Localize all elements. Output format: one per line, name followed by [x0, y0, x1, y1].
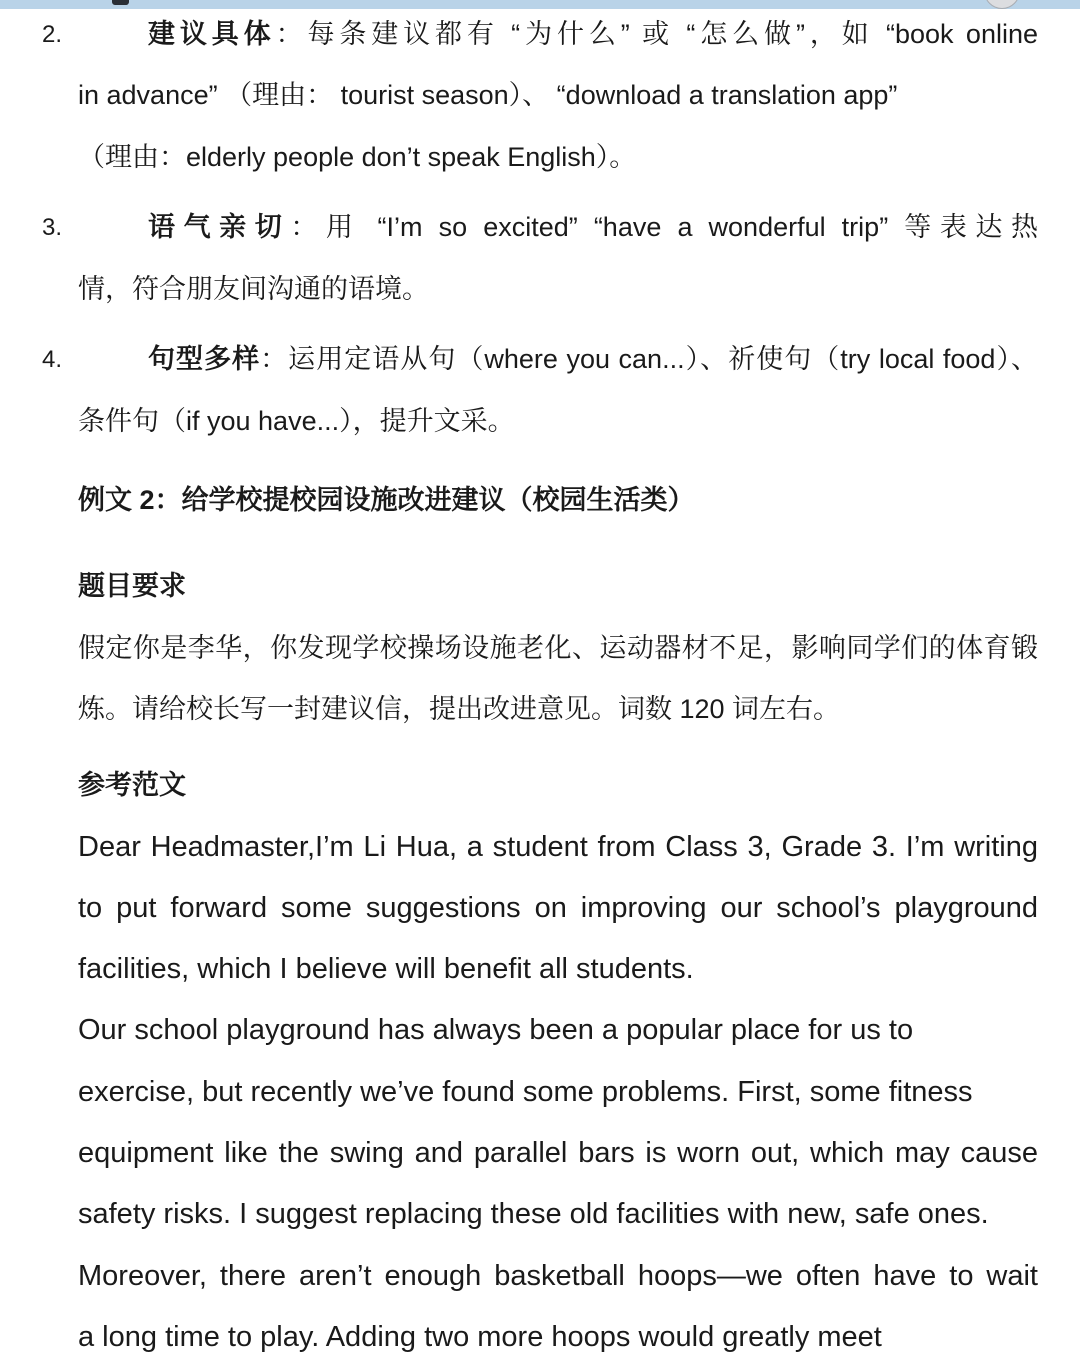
sample-text-line: facilities, which I believe will benefit all students.: [78, 953, 694, 986]
task-title: 题目要求: [78, 571, 186, 602]
sample-text-line: Dear Headmaster,I’m Li Hua, a student from Class 3, Grade 3. I’m writing: [78, 830, 1038, 863]
list-number: 2.: [42, 21, 63, 48]
list-number: 4.: [42, 346, 63, 374]
tip-text-line: 情，符合朋友间沟通的语境。: [78, 273, 429, 304]
tip-text-line: 条件句（if you have...），提升文采。: [78, 405, 515, 436]
sample-text-line: equipment like the swing and parallel bars is worn out, which may cause: [78, 1137, 1038, 1170]
sample-text-line: a long time to play. Adding two more hoops would greatly meet: [78, 1320, 882, 1353]
circle-button-icon: [984, 0, 1020, 9]
tip-text-line: （理由：elderly people don’t speak English）。: [78, 141, 637, 172]
tip-first-line: [148, 329, 1038, 390]
tip-title: 句型多样: [148, 344, 261, 375]
tip-item-specific: [0, 4, 1080, 188]
sample-text-line: Moreover, there aren’t enough basketball hoops—we often have to wait: [78, 1259, 1038, 1292]
sample-text-line: to put forward some suggestions on improving our school’s playground: [78, 891, 1038, 924]
top-toolbar-strip: [0, 0, 1080, 9]
task-text-line: 炼。请给校长写一封建议信，提出改进意见。词数 120 词左右。: [78, 693, 841, 724]
tip-first-line: [148, 197, 1038, 258]
task-text-line: 假定你是李华，你发现学校操场设施老化、运动器材不足，影响同学们的体育锻: [78, 632, 1038, 663]
sample-text-line: Our school playground has always been a popular place for us to: [78, 1014, 914, 1047]
example-heading: 例文 2：给学校提校园设施改进建议（校园生活类）: [78, 484, 695, 515]
toolbar-icon: [112, 0, 129, 5]
tip-item-sentence-patterns: [0, 329, 1080, 452]
list-number: 3.: [42, 214, 63, 242]
tip-first-line: [148, 4, 1038, 65]
tip-text: ：每条建议都有 “为什么” 或 “怎么做”，如 “book online: [275, 19, 1038, 49]
tip-text: ：用 “I’m so excited” “have a wonderful trip” 等表达热: [290, 212, 1038, 243]
sample-title: 参考范文: [78, 770, 186, 801]
tip-title: 建议具体: [148, 19, 276, 49]
tip-text: ：运用定语从句（where you can...）、祈使句（try local food）、: [260, 344, 1038, 375]
sample-text-line: exercise, but recently we’ve found some problems. First, some fitness: [78, 1075, 973, 1108]
tip-item-tone: [0, 197, 1080, 320]
tip-title: 语气亲切: [148, 212, 291, 243]
sample-text-line: safety risks. I suggest replacing these old facilities with new, safe ones.: [78, 1198, 989, 1231]
tip-text-line: in advance” （理由： tourist season）、 “download a translation app”: [78, 80, 898, 111]
sample-essay: [0, 755, 1080, 1357]
task-requirements: [0, 556, 1080, 740]
